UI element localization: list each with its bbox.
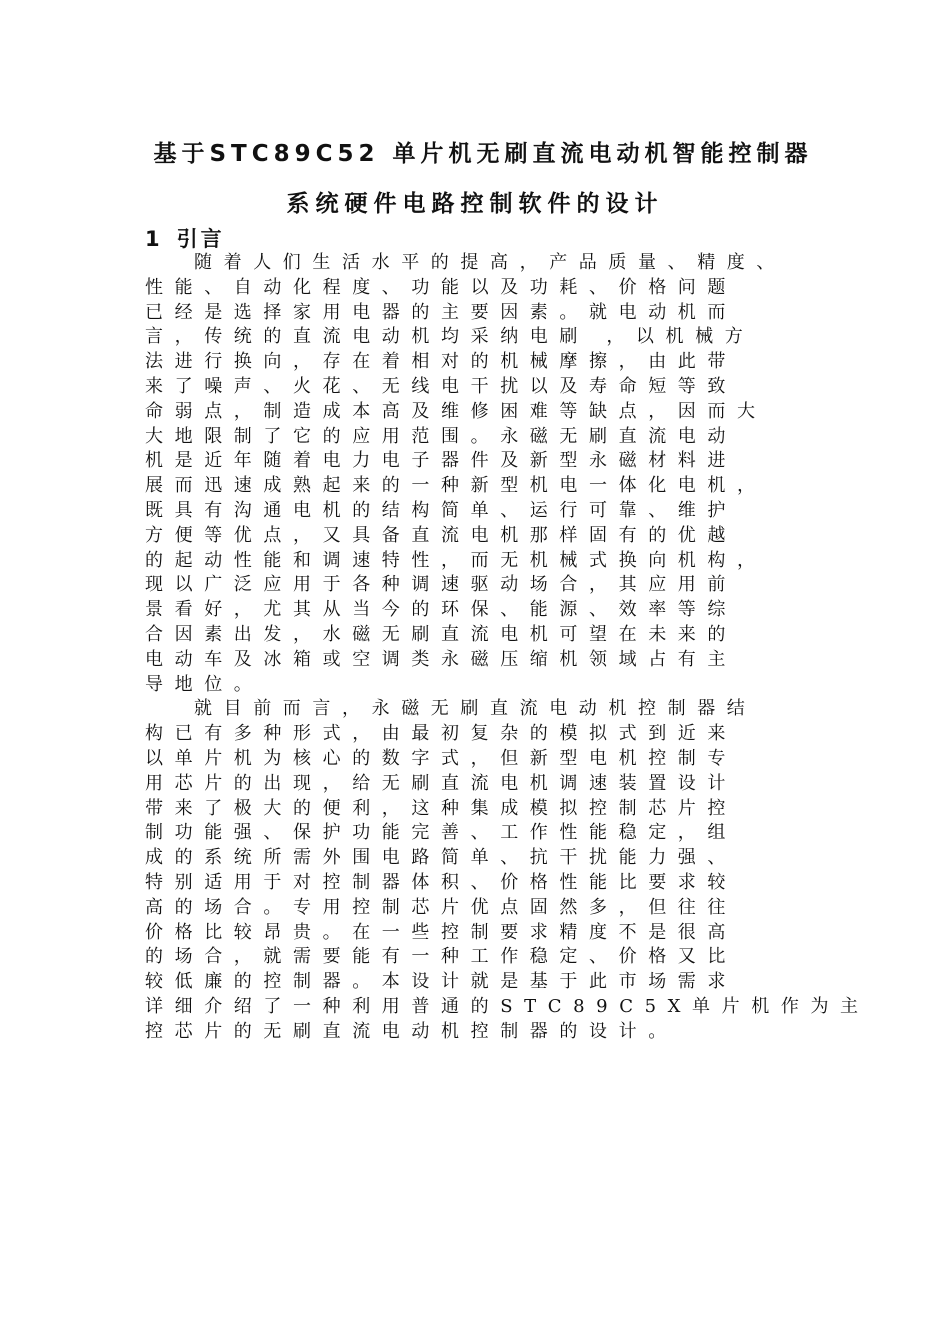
paragraph-line: 较低廉的控制器。本设计就是基于此市场需求 [145,971,737,993]
paragraph-line: 机是近年随着电力电子器件及新型永磁材料进 [145,450,737,472]
paragraph-line: 价格比较昂贵。在一些控制要求精度不是很高 [145,921,737,943]
paragraph-line: 法进行换向，存在着相对的机械摩擦，由此带 [145,351,737,373]
paragraph-line: 性能、自动化程度、功能以及功耗、价格问题 [145,276,737,298]
paragraph-line: 用芯片的出现，给无刷直流电机调速装置设计 [145,772,737,794]
paragraph-line: 特别适用于对控制器体积、价格性能比要求较 [145,872,737,893]
paragraph-line: 景看好，尤其从当今的环保、能源、效率等综 [145,599,737,621]
paragraph-line: 方便等优点，又具备直流电机那样固有的优越 [145,524,737,546]
section-title: 引言 [176,227,225,251]
paragraph-line: 合因素出发，水磁无刷直流电机可望在未来的 [145,624,737,645]
paragraph-line: 构已有多种形式，由最初复杂的模拟式到近来 [145,723,737,745]
document-title-line-1: 基于STC89C52 单片机无刷直流电动机智能控制器 [153,141,813,167]
paragraph-line: 言，传统的直流电动机均采纳电刷 ，以机械方 [145,326,755,348]
paragraph-line: 成的系统所需外围电路简单、抗干扰能力强、 [145,847,737,869]
paragraph-line: 电动车及冰箱或空调类永磁压缩机领域占有主 [145,648,737,670]
section-heading [145,223,225,253]
paragraph-line: 展而迅速成熟起来的一种新型机电一体化电机， [145,475,767,497]
paragraph-line: 带来了极大的便利，这种集成模拟控制芯片控 [145,797,737,819]
paragraph-line: 导地位。 [145,673,264,695]
paragraph-line: 以单片机为核心的数字式，但新型电机控制专 [145,748,737,769]
paragraph-line: 现以广泛应用于各种调速驱动场合，其应用前 [145,574,737,596]
paragraph-line: 已经是选择家用电器的主要因素。就电动机而 [145,301,737,323]
document-title-line-2: 系统硬件电路控制软件的设计 [286,191,664,217]
paragraph-line: 命弱点，制造成本高及维修困难等缺点，因而大 [145,400,767,422]
paragraph-line: 制功能强、保护功能完善、工作性能稳定，组 [145,822,737,844]
paragraph-line: 既具有沟通电机的结构简单、运行可靠、维护 [145,500,737,521]
paragraph-first-line: 就目前而言，永磁无刷直流电动机控制器结 [194,698,757,720]
paragraph-line: 高的场合。专用控制芯片优点固然多，但往往 [145,896,737,918]
paragraph-first-line: 随着人们生活水平的提高，产品质量、精度、 [194,252,786,273]
paragraph-line: 来了噪声、火花、无线电干扰以及寿命短等致 [145,376,737,397]
paragraph-line: 的场合，就需要能有一种工作稳定、价格又比 [145,946,737,968]
paragraph-line: 控芯片的无刷直流电动机控制器的设计。 [145,1020,678,1042]
paragraph-line: 大地限制了它的应用范围。永磁无刷直流电动 [145,425,737,447]
paragraph-line: 详细介绍了一种利用普通的STC89C5X单片机作为主 [145,996,870,1017]
paragraph-line: 的起动性能和调速特性，而无机械式换向机构， [145,549,767,571]
section-number: 1 [145,227,163,251]
